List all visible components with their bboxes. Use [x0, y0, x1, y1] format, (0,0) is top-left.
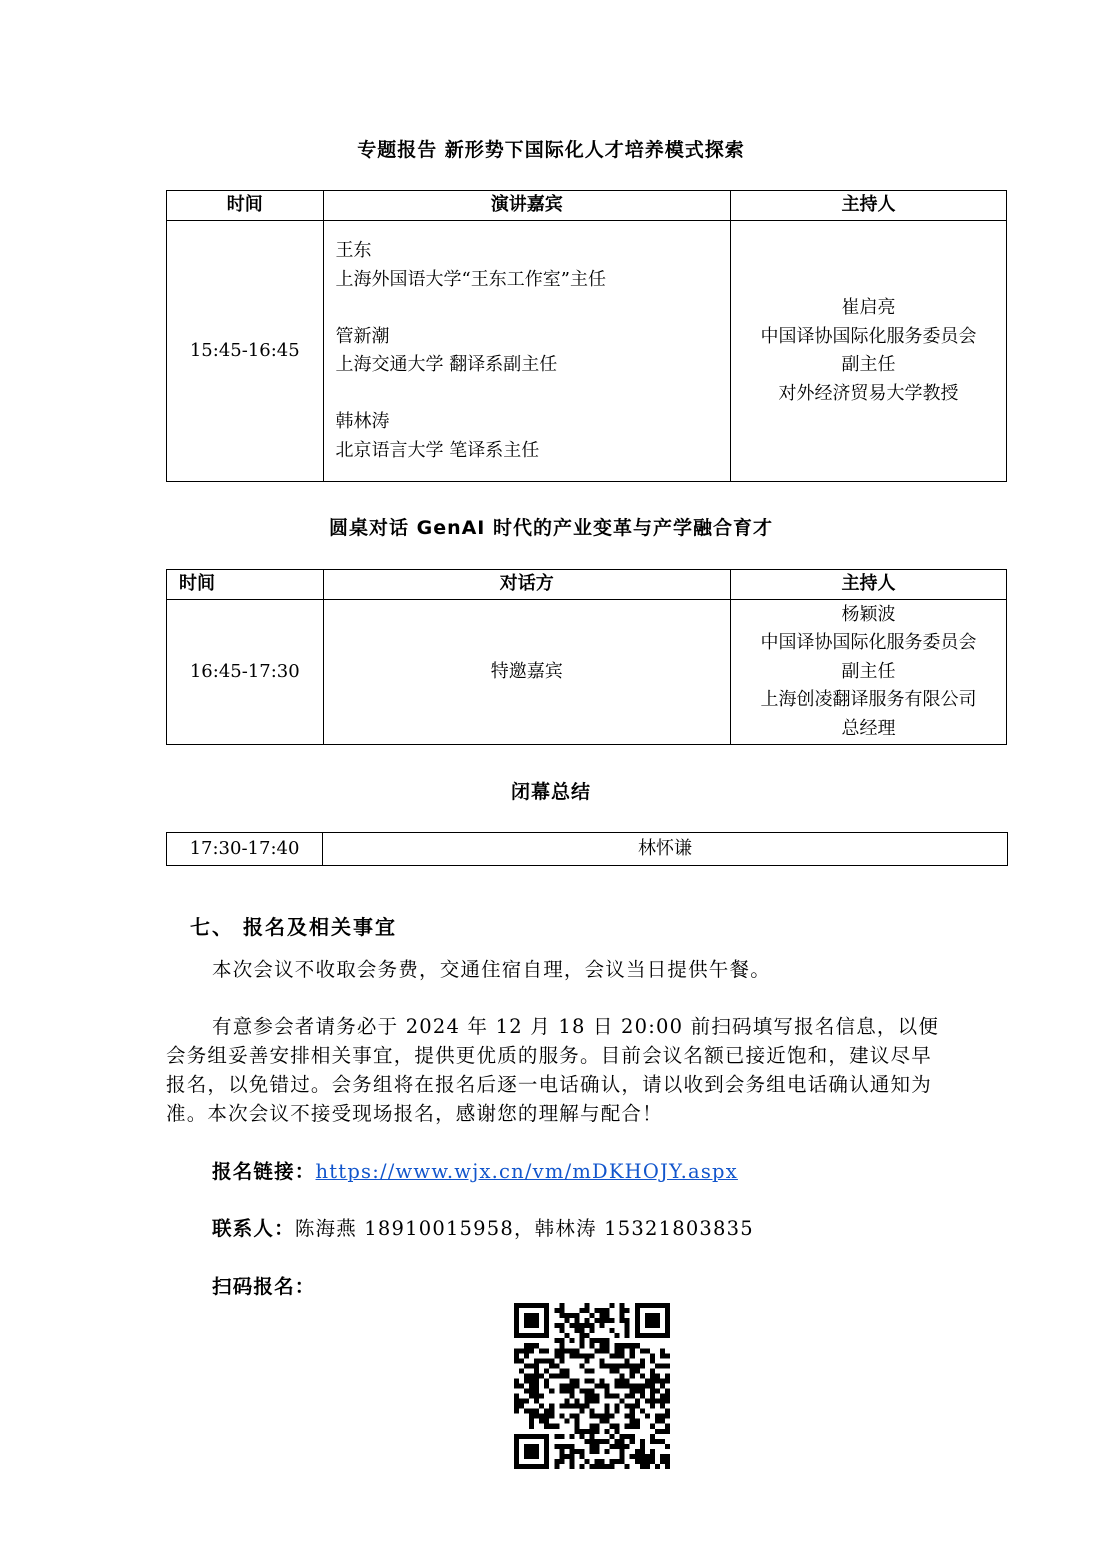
section3-title: 闭幕总结: [510, 781, 591, 803]
host-line: 副主任: [841, 660, 896, 682]
header-party: 对话方: [323, 570, 730, 600]
qr-label-row: [212, 1272, 512, 1301]
session-time: 15:45-16:45: [167, 221, 324, 482]
host-line: 上海创凌翻译服务有限公司: [760, 689, 977, 711]
closing-time: 17:30-17:40: [167, 833, 323, 866]
closing-person: 林怀谦: [323, 833, 1008, 866]
header-host: 主持人: [731, 191, 1007, 221]
qr-label: 扫码报名：: [212, 1275, 316, 1298]
speaker-role: 北京语言大学 笔译系主任: [335, 439, 540, 461]
link-label: 报名链接：: [212, 1160, 316, 1183]
host-line: 副主任: [841, 354, 896, 375]
speaker-name: 管新潮: [335, 325, 390, 347]
speaker-name: 韩林涛: [335, 411, 390, 432]
host-line: 崔启亮: [841, 297, 896, 318]
contact-label: 联系人：: [212, 1217, 295, 1240]
fee-paragraph: 本次会议不收取会务费，交通住宿自理，会议当日提供午餐。: [212, 958, 771, 981]
header-host: 主持人: [731, 570, 1007, 600]
qr-code-icon: [514, 1303, 670, 1469]
section2-title: 圆桌对话 GenAI 时代的产业变革与产学融合育才: [328, 517, 773, 539]
host-line: 总经理: [841, 717, 896, 739]
host-line: 杨颖波: [841, 603, 896, 625]
registration-paragraph: 有意参会者请务必于 2024 年 12 月 18 日 20:00 前扫码填写报名信息，以便会务组妥善安排相关事宜，提供更优质的服务。目前会议名额已接近饱和，建议尽早报名，以免错过。会务组将在报名后逐一电话确认，请以收到会务组电话确认通知为准。本次会议不接受现场报名，感谢您的理解与配合！: [166, 1015, 940, 1125]
header-time: 时间: [167, 191, 324, 221]
host-cell: [731, 600, 1007, 745]
contact-row: [212, 1214, 912, 1243]
section1-title: 专题报告 新形势下国际化人才培养模式探索: [357, 139, 745, 161]
section1-table: [166, 190, 1007, 482]
section3-table: [166, 832, 1008, 866]
speaker-list: [323, 221, 730, 482]
registration-link-row: [212, 1157, 912, 1186]
contact-value: 陈海燕 18910015958，韩林涛 15321803835: [294, 1217, 754, 1240]
host-line: 中国译协国际化服务委员会: [760, 325, 977, 347]
registration-heading: 七、 报名及相关事宜: [190, 915, 397, 939]
registration-link[interactable]: https://www.wjx.cn/vm/mDKHOJY.aspx: [315, 1160, 738, 1183]
header-speakers: 演讲嘉宾: [323, 191, 730, 221]
session-time: 16:45-17:30: [167, 600, 324, 745]
speaker-role: 上海外国语大学“王东工作室”主任: [335, 268, 606, 290]
dialogue-party: 特邀嘉宾: [323, 600, 730, 745]
host-line: 对外经济贸易大学教授: [778, 382, 959, 404]
speaker-role: 上海交通大学 翻译系副主任: [335, 354, 558, 375]
host-line: 中国译协国际化服务委员会: [760, 632, 977, 654]
header-time: 时间: [167, 570, 324, 600]
host-cell: [731, 221, 1007, 482]
speaker-name: 王东: [335, 240, 372, 261]
section2-table: [166, 569, 1007, 745]
